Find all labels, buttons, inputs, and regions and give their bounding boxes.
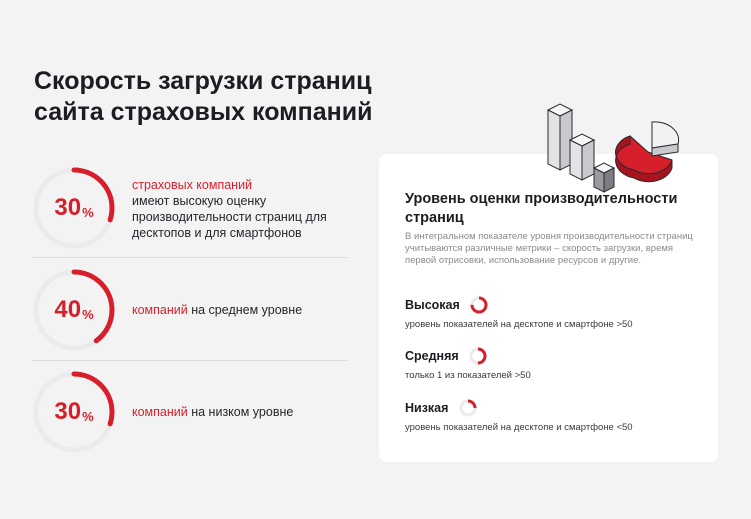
- stat-description: имеют высокую оценку производительности страниц для десктопов и для смартфонов: [132, 194, 327, 240]
- stat-text: [132, 404, 362, 420]
- chart-illustration-icon: [538, 100, 688, 200]
- stat-highlight: страховых компаний: [132, 178, 253, 192]
- stat-highlight: компаний: [132, 405, 188, 419]
- level-high: [405, 295, 705, 330]
- info-card: [379, 154, 718, 462]
- stat-low: [32, 370, 350, 462]
- level-description: уровень показателей на десктопе и смартфоне >50: [405, 319, 633, 330]
- level-description: только 1 из показателей >50: [405, 370, 531, 381]
- level-ring-icon: [468, 346, 488, 366]
- stat-description: на среднем уровне: [191, 303, 303, 317]
- level-ring-icon: [469, 295, 489, 315]
- level-name: Низкая: [405, 401, 449, 415]
- page-title: Скорость загрузки страниц сайта страховых компаний: [34, 67, 373, 126]
- stat-medium: [32, 268, 350, 360]
- card-title: Уровень оценки производительности страниц: [405, 191, 678, 226]
- stat-value: 40: [54, 296, 82, 323]
- stat-percent: [32, 166, 116, 250]
- level-ring-icon: [458, 398, 478, 418]
- percent-sign: %: [82, 306, 94, 322]
- stat-description: на низком уровне: [191, 405, 294, 419]
- percent-sign: %: [82, 408, 94, 424]
- divider: [32, 257, 348, 258]
- stat-value: 30: [54, 398, 82, 425]
- level-name: Высокая: [405, 298, 460, 312]
- stat-text: [132, 177, 362, 241]
- stat-highlight: компаний: [132, 303, 188, 317]
- stat-percent: [32, 268, 116, 352]
- card-description: В интегральном показателе уровня производительности страниц учитываются различные метрики – скорость загрузки, время первой отрисовки, использование ресурсов и другие.: [405, 231, 693, 266]
- divider: [32, 360, 348, 361]
- level-low: [405, 398, 705, 433]
- stat-value: 30: [54, 194, 82, 221]
- level-description: уровень показателей на десктопе и смартфоне <50: [405, 422, 633, 433]
- stat-percent: [32, 370, 116, 454]
- percent-sign: %: [82, 204, 94, 220]
- stat-high: [32, 166, 350, 258]
- level-name: Средняя: [405, 349, 459, 363]
- level-medium: [405, 346, 705, 381]
- stat-text: [132, 302, 362, 318]
